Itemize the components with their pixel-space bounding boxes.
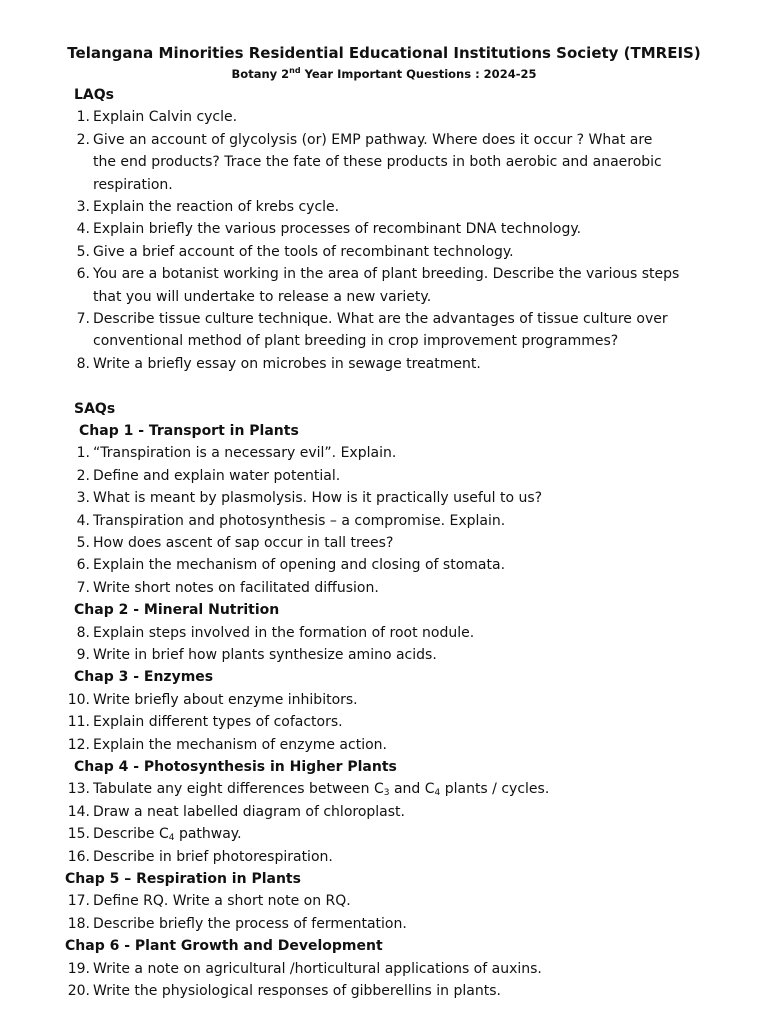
item-number: 7. — [76, 579, 90, 596]
item-text: Explain briefly the various processes of recombinant DNA technology. — [93, 221, 582, 238]
item-text: Define RQ. Write a short note on RQ. — [93, 893, 351, 910]
item-number: 14. — [67, 803, 90, 820]
chapter-heading: Chap 1 - Transport in Plants — [79, 423, 299, 439]
item-text: Explain the reaction of krebs cycle. — [93, 199, 340, 215]
item-text: How does ascent of sap occur in tall trees? — [93, 535, 394, 551]
item-text: Write in brief how plants synthesize amino acids. — [93, 647, 437, 663]
item-number: 3. — [76, 490, 90, 507]
item-number: 3. — [76, 199, 90, 215]
item-text: Explain the mechanism of opening and closing of stomata. — [93, 557, 506, 574]
subscript: 3 — [383, 788, 390, 799]
item-number: 4. — [76, 221, 90, 238]
item-number: 6. — [76, 557, 90, 574]
item-text: Define and explain water potential. — [93, 467, 341, 484]
document-subtitle — [0, 66, 768, 82]
item-number: 16. — [67, 848, 90, 865]
chapter-heading: Chap 6 - Plant Growth and Development — [65, 938, 383, 955]
item-text-part: and C — [389, 781, 435, 798]
item-number: 2. — [76, 131, 90, 148]
item-number: 6. — [76, 266, 90, 283]
item-line: respiration. — [93, 176, 173, 193]
item-text: Explain Calvin cycle. — [93, 109, 238, 126]
item-number: 11. — [67, 714, 90, 731]
item-number: 17. — [67, 893, 90, 910]
item-text — [93, 778, 713, 800]
item-number: 19. — [67, 960, 90, 977]
item-text: Write the physiological responses of gibberellins in plants. — [93, 983, 501, 999]
item-text-part: Tabulate any eight differences between C — [93, 781, 384, 798]
subtitle-superscript: nd — [289, 66, 301, 75]
item-number: 9. — [76, 647, 90, 663]
item-text-part: Describe C — [93, 826, 169, 843]
item-line: that you will undertake to release a new variety. — [93, 288, 432, 305]
chapter-heading: Chap 4 - Photosynthesis in Higher Plants — [74, 759, 397, 775]
item-line: conventional method of plant breeding in crop improvement programmes? — [93, 333, 619, 350]
item-text — [93, 823, 713, 845]
item-number: 12. — [67, 736, 90, 753]
item-number: 18. — [67, 915, 90, 932]
subtitle-text: Botany 2 — [231, 67, 290, 81]
item-number: 13. — [67, 781, 90, 798]
item-text: What is meant by plasmolysis. How is it practically useful to us? — [93, 490, 543, 507]
item-text-part: plants / cycles. — [440, 781, 550, 798]
item-text: Write briefly about enzyme inhibitors. — [93, 691, 358, 708]
item-text: Describe briefly the process of fermentation. — [93, 915, 407, 932]
item-text — [93, 129, 713, 196]
subscript: 4 — [168, 833, 175, 844]
item-number: 4. — [76, 512, 90, 529]
laqs-heading: LAQs — [74, 87, 114, 103]
item-number: 7. — [76, 311, 90, 327]
chapter-heading: Chap 2 - Mineral Nutrition — [74, 602, 280, 619]
item-line: the end products? Trace the fate of these products in both aerobic and anaerobic — [93, 154, 662, 171]
item-number: 10. — [67, 691, 90, 708]
item-text: Give a brief account of the tools of recombinant technology. — [93, 243, 514, 260]
item-text: Explain the mechanism of enzyme action. — [93, 736, 387, 753]
chapter-heading: Chap 5 – Respiration in Plants — [65, 871, 301, 887]
item-number: 15. — [67, 826, 90, 843]
item-text — [93, 263, 713, 308]
item-text — [93, 308, 713, 353]
item-text: Transpiration and photosynthesis – a compromise. Explain. — [93, 512, 506, 529]
saqs-heading: SAQs — [74, 400, 116, 417]
item-line: Describe tissue culture technique. What are the advantages of tissue culture over — [93, 311, 668, 327]
item-text: “Transpiration is a necessary evil”. Explain. — [93, 445, 397, 462]
item-number: 2. — [76, 467, 90, 484]
item-text: Explain different types of cofactors. — [93, 714, 343, 731]
item-number: 5. — [76, 535, 90, 551]
item-number: 5. — [76, 243, 90, 260]
subtitle-text-end: Year Important Questions : 2024-25 — [300, 67, 537, 81]
item-text: Write short notes on facilitated diffusion. — [93, 579, 379, 596]
item-text: Draw a neat labelled diagram of chloroplast. — [93, 803, 405, 820]
item-text: Describe in brief photorespiration. — [93, 848, 333, 865]
item-number: 8. — [76, 624, 90, 641]
item-number: 1. — [76, 109, 90, 126]
item-text-part: pathway. — [174, 826, 242, 843]
item-number: 8. — [76, 355, 90, 372]
subscript: 4 — [434, 788, 441, 799]
item-line: You are a botanist working in the area of plant breeding. Describe the various steps — [93, 266, 680, 283]
item-text: Write a note on agricultural /horticultural applications of auxins. — [93, 960, 542, 977]
chapter-heading: Chap 3 - Enzymes — [74, 669, 214, 686]
item-line: Give an account of glycolysis (or) EMP pathway. Where does it occur ? What are — [93, 131, 653, 148]
item-text: Explain steps involved in the formation of root nodule. — [93, 624, 475, 641]
document-title: Telangana Minorities Residential Educational Institutions Society (TMREIS) — [67, 44, 701, 62]
item-number: 1. — [76, 445, 90, 462]
item-number: 20. — [67, 983, 90, 999]
item-text: Write a briefly essay on microbes in sewage treatment. — [93, 355, 481, 372]
